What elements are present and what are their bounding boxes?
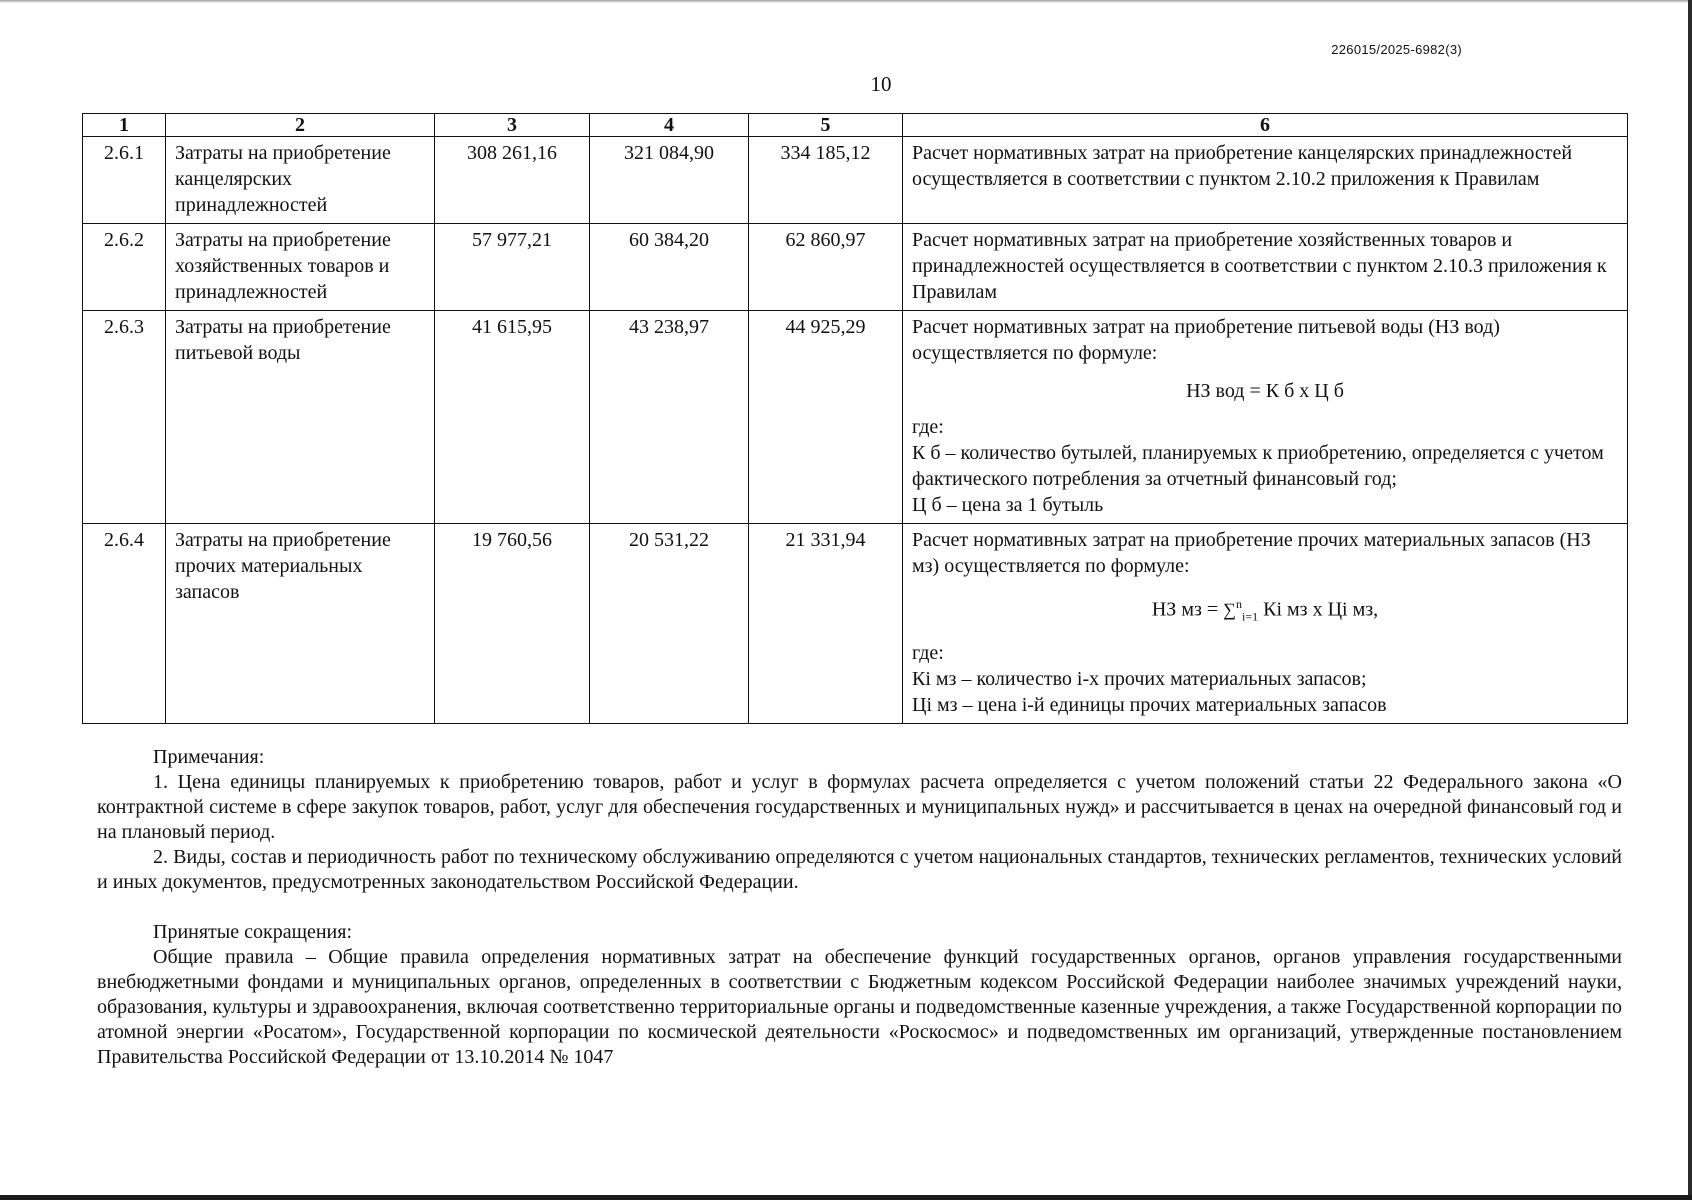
sum-lower-limit: i=1 [1242, 609, 1259, 624]
value-col-3: 41 615,95 [435, 311, 590, 524]
row-name: Затраты на приобретение хозяйственных товаров и принадлежностей [166, 224, 435, 311]
note-item: 2. Виды, состав и периодичность работ по техническому обслуживанию определяются с учетом национальных стандартов, технических регламентов, технических условий и иных документов, предусмотренных законодательством Российской Федерации. [97, 846, 1622, 893]
row-description: Расчет нормативных затрат на приобретение канцелярских принадлежностей осуществляется в соответствии с пунктом 2.10.2 приложения к Правилам [903, 137, 1628, 224]
column-header-4: 4 [590, 114, 749, 137]
value-col-5: 334 185,12 [749, 137, 903, 224]
value-col-4: 60 384,20 [590, 224, 749, 311]
definition: К б – количество бутылей, планируемых к приобретению, определяется с учетом фактического потребления за отчетный финансовый год; [912, 442, 1604, 490]
scan-right-edge [1688, 0, 1692, 1200]
sum-upper-limit: n [1236, 597, 1243, 611]
column-header-5: 5 [749, 114, 903, 137]
scan-bottom-edge [0, 1195, 1692, 1200]
column-header-1: 1 [83, 114, 166, 137]
value-col-4: 43 238,97 [590, 311, 749, 524]
value-col-4: 20 531,22 [590, 524, 749, 724]
table-row [83, 224, 1628, 311]
column-header-2: 2 [166, 114, 435, 137]
notes-section [97, 745, 1622, 1070]
definition: Кi мз – количество i-х прочих материальных запасов; [912, 667, 1367, 690]
row-number: 2.6.1 [83, 137, 166, 224]
scan-top-edge [0, 0, 1692, 3]
row-description [903, 311, 1628, 524]
value-col-3: 308 261,16 [435, 137, 590, 224]
value-col-5: 44 925,29 [749, 311, 903, 524]
row-number: 2.6.2 [83, 224, 166, 311]
row-name: Затраты на приобретение канцелярских принадлежностей [166, 137, 435, 224]
where-label: где: [912, 416, 944, 438]
page-number: 10 [870, 72, 892, 96]
formula-right: Кi мз х Цi мз, [1258, 598, 1379, 621]
column-header-3: 3 [435, 114, 590, 137]
abbreviations-text: Общие правила – Общие правила определения нормативных затрат на обеспечение функций государственных органов, органов управления государственными внебюджетными фондами и муниципальных органов, определенных в соответствии с Бюджетным кодексом Российской Федерации наиболее значимых учреждений науки, образования, культуры и здравоохранения, включая соответственно территориальные органы и подведомственные казенные учреждения, а также Государственной корпорации по атомной энергии «Росатом», Государственной корпорации по космической деятельности «Роскосмос» и подведомственных им организаций, утвержденные постановлением Правительства Российской Федерации от 13.10.2014 № 1047 [97, 946, 1622, 1068]
description-intro: Расчет нормативных затрат на приобретение прочих материальных запасов (НЗ мз) осуществляется по формуле: [912, 529, 1591, 577]
value-col-3: 19 760,56 [435, 524, 590, 724]
table-row [83, 524, 1628, 724]
value-col-5: 62 860,97 [749, 224, 903, 311]
abbreviations-title: Принятые сокращения: [153, 921, 353, 943]
row-number: 2.6.3 [83, 311, 166, 524]
row-description [903, 524, 1628, 724]
table-row [83, 311, 1628, 524]
value-col-4: 321 084,90 [590, 137, 749, 224]
row-number: 2.6.4 [83, 524, 166, 724]
description-intro: Расчет нормативных затрат на приобретение питьевой воды (НЗ вод) осуществляется по формуле: [912, 316, 1500, 364]
spacer [97, 895, 1622, 920]
note-item: 1. Цена единицы планируемых к приобретению товаров, работ и услуг в формулах расчета определяется с учетом положений статьи 22 Федерального закона «О контрактной системе в сфере закупок товаров, работ, услуг для обеспечения государственных и муниципальных нужд» и рассчитывается в ценах на очередной финансовый год и на плановый период. [97, 771, 1622, 843]
formula-left: НЗ мз = [1151, 598, 1224, 621]
value-col-5: 21 331,94 [749, 524, 903, 724]
column-header-6: 6 [903, 114, 1628, 137]
formula: НЗ вод = К б х Ц б [1186, 380, 1344, 402]
table-row [83, 137, 1628, 224]
notes-title: Примечания: [153, 746, 265, 768]
costs-table [82, 113, 1628, 724]
definition: Цi мз – цена i-й единицы прочих материальных запасов [912, 693, 1387, 716]
value-col-3: 57 977,21 [435, 224, 590, 311]
definition: Ц б – цена за 1 бутыль [912, 494, 1104, 516]
document-id: 226015/2025-6982(3) [1331, 42, 1462, 57]
row-name: Затраты на приобретение питьевой воды [166, 311, 435, 524]
table-header-row [83, 114, 1628, 137]
sum-symbol: ∑ [1223, 599, 1237, 620]
row-name: Затраты на приобретение прочих материальных запасов [166, 524, 435, 724]
row-description: Расчет нормативных затрат на приобретение хозяйственных товаров и принадлежностей осуществляется в соответствии с пунктом 2.10.3 приложения к Правилам [903, 224, 1628, 311]
formula [912, 579, 1618, 640]
where-label: где: [912, 641, 944, 664]
